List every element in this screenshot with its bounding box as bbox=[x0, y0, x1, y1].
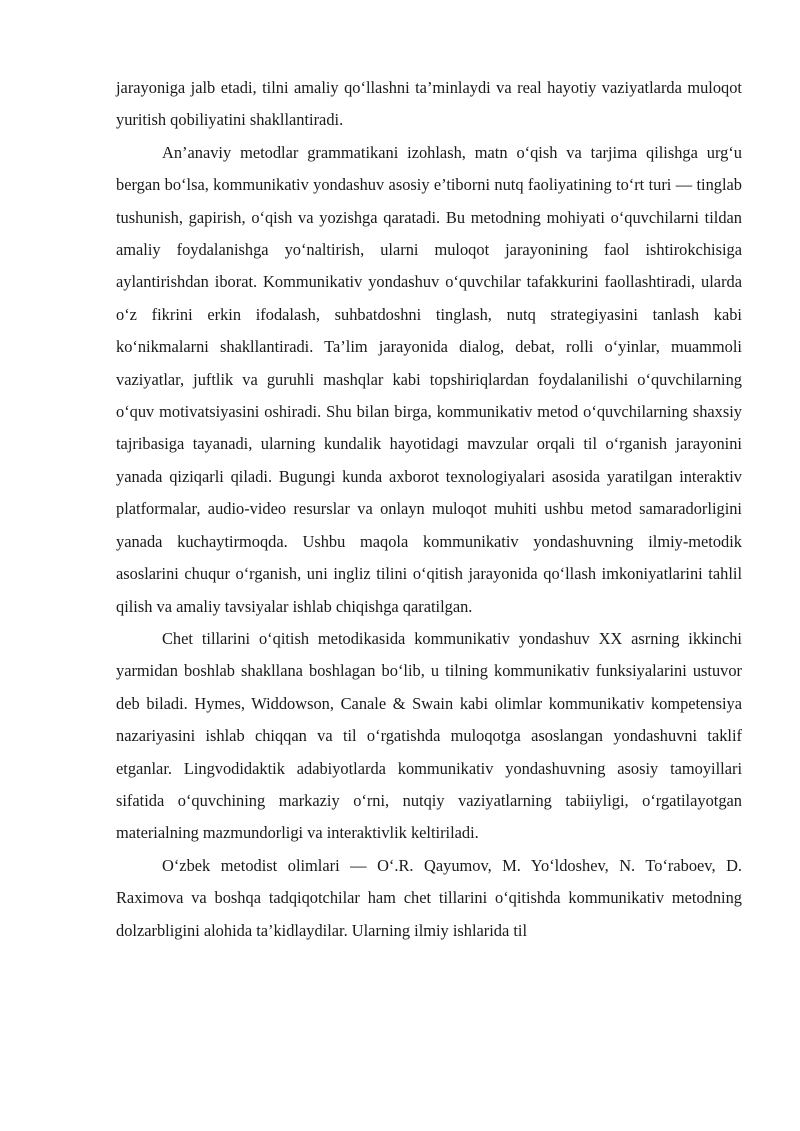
paragraph-communicative-approach: An’anaviy metodlar grammatikani izohlash, matn o‘qish va tarjima qilishga urg‘u bergan bo‘lsa, kommunikativ yondashuv asosiy e’tiborni nutq faoliyatining to‘rt turi — tinglab tushunish, gapirish, o‘qish va yozishga qaratadi. Bu metodning mohiyati o‘quvchilarni tildan amaliy foydalanishga yo‘naltirish, ularni muloqot jarayonining faol ishtirokchisiga aylantirishdan iborat. Kommunikativ yondashuv o‘quvchilar tafakkurini faollashtiradi, ularda o‘z fikrini erkin ifodalash, suhbatdoshni tinglash, nutq strategiyasini tanlash kabi ko‘nikmalarni shakllantiradi. Ta’lim jarayonida dialog, debat, rolli o‘yinlar, muammoli vaziyatlar, juftlik va guruhli mashqlar kabi topshiriqlardan foydalanilishi o‘quvchilarning o‘quv motivatsiyasini oshiradi. Shu bilan birga, kommunikativ metod o‘quvchilarning shaxsiy tajribasiga tayanadi, ularning kundalik hayotidagi mavzular orqali til o‘rganish jarayonini yanada qiziqarli qiladi. Bugungi kunda axborot texnologiyalari asosida yaratilgan interaktiv platformalar, audio-video resurslar va onlayn muloqot muhiti ushbu metod samaradorligini yanada kuchaytirmoqda. Ushbu maqola kommunikativ yondashuvning ilmiy-metodik asoslarini chuqur o‘rganish, uni ingliz tilini o‘qitish jarayonida qo‘llash imkoniyatlarini tahlil qilish va amaliy tavsiyalar ishlab chiqishga qaratilgan. bbox=[116, 142, 742, 616]
paragraph-uzbek-scholars: O‘zbek metodist olimlari — O‘.R. Qayumov, M. Yo‘ldoshev, N. To‘raboev, D. Raximova va boshqa tadqiqotchilar ham chet tillarini o‘qitishda kommunikativ metodning dolzarbligini alohida ta’kidlaydilar. Ularning ilmiy ishlarida til bbox=[116, 855, 742, 940]
paragraph-history: Chet tillarini o‘qitish metodikasida kommunikativ yondashuv XX asrning ikkinchi yarmidan boshlab shakllana boshlagan bo‘lib, u tilning kommunikativ funksiyalarini ustuvor deb biladi. Hymes, Widdowson, Canale & Swain kabi olimlar kommunikativ kompetensiya nazariyasini ishlab chiqqan va til o‘rgatishda muloqotga asoslangan yondashuvni taklif etganlar. Lingvodidaktik adabiyotlarda kommunikativ yondashuvning asosiy tamoyillari sifatida o‘quvchining markaziy o‘rni, nutqiy vaziyatlarning tabiiyligi, o‘rgatilayotgan materialning mazmundorligi va interaktivlik keltiriladi. bbox=[116, 628, 742, 843]
document-body bbox=[116, 72, 742, 947]
paragraph-continuation: jarayoniga jalb etadi, tilni amaliy qo‘llashni ta’minlaydi va real hayotiy vaziyatlarda muloqot yuritish qobiliyatini shakllantiradi. bbox=[116, 78, 742, 130]
